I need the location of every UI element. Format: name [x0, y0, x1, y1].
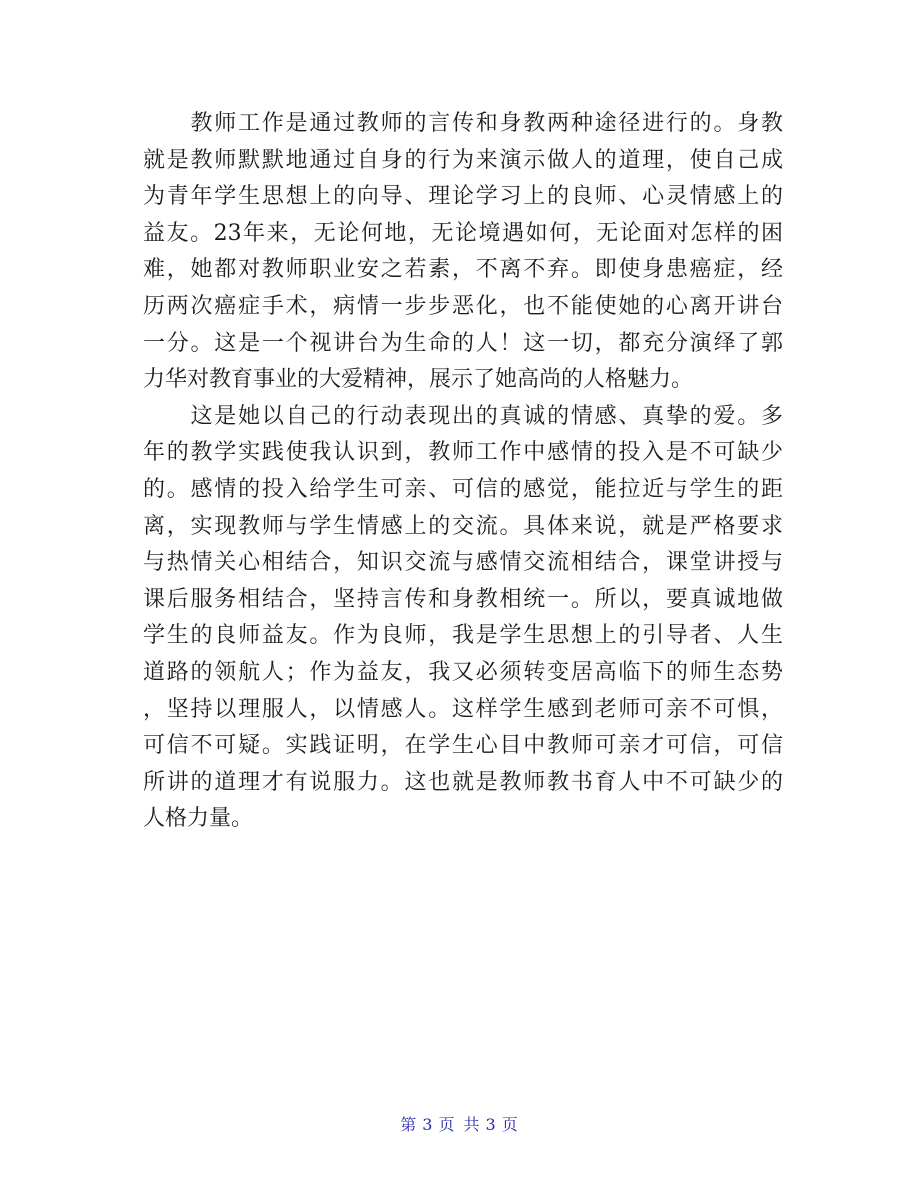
paragraph-2 [143, 399, 783, 838]
text-line: 的。感情的投入给学生可亲、可信的感觉，能拉近与学生的距 [143, 476, 783, 502]
page-label-mid: 页 共 [438, 1115, 482, 1134]
text-line: 离，实现教师与学生情感上的交流。具体来说，就是严格要求 [143, 513, 783, 539]
paragraph-1 [143, 106, 783, 399]
text-line: 历两次癌症手术，病情一步步恶化，也不能使她的心离开讲台 [143, 293, 783, 319]
page-footer [0, 1112, 920, 1135]
page-label-suffix: 页 [501, 1115, 520, 1134]
text-line: 可信不可疑。实践证明，在学生心目中教师可亲才可信，可信 [143, 733, 783, 759]
text-line: 与热情关心相结合，知识交流与感情交流相结合，课堂讲授与 [143, 550, 783, 576]
text-line: 学生的良师益友。作为良师，我是学生思想上的引导者、人生 [143, 623, 783, 649]
text-line: 教师工作是通过教师的言传和身教两种途径进行的。身教 [143, 111, 783, 136]
text-line: 一分。这是一个视讲台为生命的人！这一切，都充分演绎了郭 [143, 330, 783, 356]
text-line: 道路的领航人；作为益友，我又必须转变居高临下的师生态势 [143, 659, 783, 685]
text-line: 难，她都对教师职业安之若素，不离不弃。即使身患癌症，经 [143, 257, 783, 283]
text-line: 益友。23年来，无论何地，无论境遇如何，无论面对怎样的困 [143, 220, 783, 246]
text-line: 年的教学实践使我认识到，教师工作中感情的投入是不可缺少 [143, 440, 783, 466]
page-label-prefix: 第 [400, 1115, 419, 1134]
text-line: 人格力量。 [143, 806, 254, 832]
total-pages-number: 3 [485, 1115, 498, 1134]
text-line: ，坚持以理服人，以情感人。这样学生感到老师可亲不可惧， [143, 696, 783, 722]
text-line: 所讲的道理才有说服力。这也就是教师教书育人中不可缺少的 [143, 769, 783, 795]
text-line: 就是教师默默地通过自身的行为来演示做人的道理，使自己成 [143, 147, 783, 173]
text-line: 力华对教育事业的大爱精神，展示了她高尚的人格魅力。 [143, 367, 694, 393]
text-line: 课后服务相结合，坚持言传和身教相统一。所以，要真诚地做 [143, 586, 783, 612]
text-line: 为青年学生思想上的向导、理论学习上的良师、心灵情感上的 [143, 184, 783, 210]
document-body [143, 106, 783, 838]
text-line: 这是她以自己的行动表现出的真诚的情感、真挚的爱。多 [143, 403, 783, 429]
current-page-number: 3 [422, 1115, 435, 1134]
